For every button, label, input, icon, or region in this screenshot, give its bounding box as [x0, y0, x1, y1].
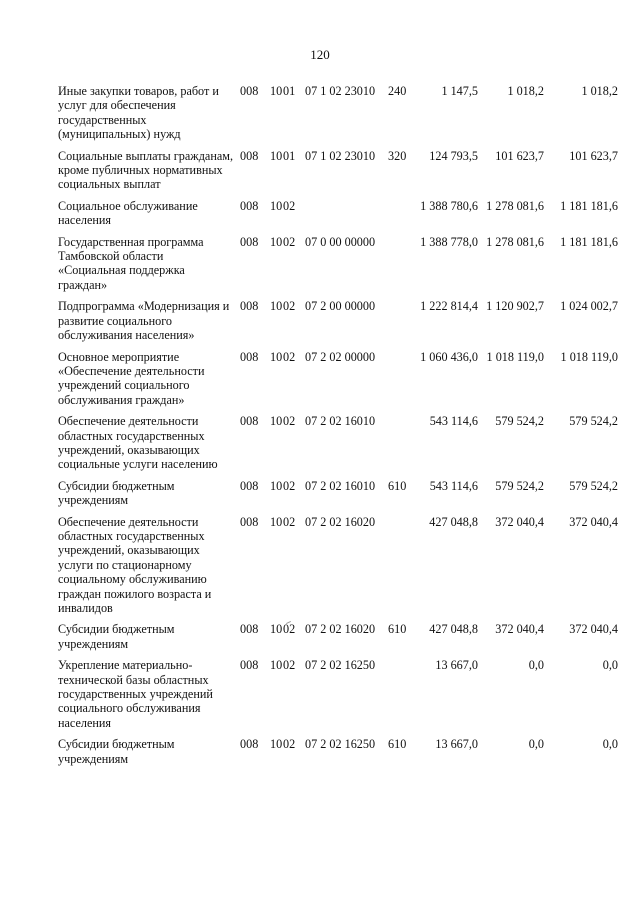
ved-code: 008 — [240, 478, 259, 493]
ved-code: 008 — [240, 349, 259, 364]
budget-table — [0, 84, 640, 766]
section-code: 10 — [270, 658, 283, 673]
amount-year-2: 372 040,4 — [495, 622, 544, 637]
subsection-code: 02 — [283, 658, 296, 673]
amount-year-2: 1 278 081,6 — [486, 234, 544, 249]
row-name: Основное мероприятие «Обеспечение деятельности учреждений социального обслуживания граждан» — [58, 349, 205, 407]
amount-year-3: 0,0 — [602, 737, 618, 752]
table-row — [0, 299, 640, 342]
amount-year-1: 1 222 814,4 — [420, 299, 478, 314]
ved-code: 008 — [240, 658, 259, 673]
target-article-code: 07 2 02 00000 — [305, 349, 376, 364]
amount-year-2: 579 524,2 — [495, 414, 544, 429]
row-name: Иные закупки товаров, работ и услуг для обеспечения государственных (муниципальных) нужд — [58, 84, 219, 142]
ved-code: 008 — [240, 622, 259, 637]
amount-year-3: 579 524,2 — [569, 478, 618, 493]
section-code: 10 — [270, 514, 283, 529]
section-code: 10 — [270, 299, 283, 314]
section-code: 10 — [270, 349, 283, 364]
ved-code: 008 — [240, 234, 259, 249]
section-code: 10 — [270, 737, 283, 752]
target-article-code: 07 2 02 16010 — [305, 478, 376, 493]
amount-year-1: 1 388 778,0 — [420, 234, 478, 249]
row-name: Подпрограмма «Модернизация и развитие социального обслуживания населения» — [58, 299, 230, 343]
expense-type-code: 610 — [388, 622, 407, 637]
subsection-code: 02 — [283, 478, 296, 493]
subsection-code: 02 — [283, 737, 296, 752]
ved-code: 008 — [240, 737, 259, 752]
ved-code: 008 — [240, 84, 259, 98]
amount-year-2: 1 018 119,0 — [486, 349, 544, 364]
amount-year-1: 124 793,5 — [429, 148, 478, 163]
ved-code: 008 — [240, 514, 259, 529]
page-number: 120 — [310, 47, 330, 62]
subsection-code: 02 — [283, 198, 296, 213]
table-row — [0, 737, 640, 766]
amount-year-2: 1 120 902,7 — [486, 299, 544, 314]
amount-year-2: 101 623,7 — [495, 148, 544, 163]
subsection-code: 02 — [283, 299, 296, 314]
amount-year-1: 427 048,8 — [429, 514, 478, 529]
expense-type-code: 320 — [388, 148, 407, 163]
section-code: 10 — [270, 478, 283, 493]
subsection-code: 01 — [283, 84, 296, 98]
ved-code: 008 — [240, 148, 259, 163]
target-article-code: 07 2 02 16010 — [305, 414, 376, 429]
amount-year-2: 579 524,2 — [495, 478, 544, 493]
amount-year-1: 13 667,0 — [435, 658, 478, 673]
amount-year-3: 101 623,7 — [569, 148, 618, 163]
amount-year-1: 1 060 436,0 — [420, 349, 478, 364]
section-code: 10 — [270, 622, 283, 637]
amount-year-1: 1 147,5 — [441, 84, 478, 98]
table-row — [0, 149, 640, 192]
row-name: Субсидии бюджетным учреждениям — [58, 478, 175, 508]
amount-year-3: 0,0 — [602, 658, 618, 673]
expense-type-code: 240 — [388, 84, 407, 98]
target-article-code: 07 1 02 23010 — [305, 148, 376, 163]
table-row — [0, 350, 640, 408]
amount-year-3: 1 181 181,6 — [560, 234, 618, 249]
amount-year-3: 1 181 181,6 — [560, 198, 618, 213]
amount-year-3: 579 524,2 — [569, 414, 618, 429]
amount-year-2: 372 040,4 — [495, 514, 544, 529]
amount-year-3: 1 018 119,0 — [560, 349, 618, 364]
row-name: Обеспечение деятельности областных государственных учреждений, оказывающих услуги по стационарному социальному обслуживанию граждан пожилого возраста и инвалидов — [58, 514, 212, 615]
section-code: 10 — [270, 84, 283, 98]
section-code: 10 — [270, 414, 283, 429]
table-row — [0, 515, 640, 616]
amount-year-1: 543 114,6 — [429, 414, 478, 429]
table-row — [0, 622, 640, 651]
target-article-code: 07 1 02 23010 — [305, 84, 376, 98]
amount-year-3: 372 040,4 — [569, 622, 618, 637]
amount-year-2: 0,0 — [528, 737, 544, 752]
row-name: Субсидии бюджетным учреждениям — [58, 737, 175, 766]
target-article-code: 07 2 02 16250 — [305, 737, 376, 752]
amount-year-1: 543 114,6 — [429, 478, 478, 493]
table-row — [0, 479, 640, 508]
subsection-code: 01 — [283, 148, 296, 163]
table-row — [0, 199, 640, 228]
table-row — [0, 414, 640, 472]
amount-year-3: 1 024 002,7 — [560, 299, 618, 314]
section-code: 10 — [270, 148, 283, 163]
amount-year-2: 1 018,2 — [507, 84, 544, 98]
expense-type-code: 610 — [388, 478, 407, 493]
section-code: 10 — [270, 234, 283, 249]
row-name: Укрепление материально-технической базы областных государственных учреждений социального обслуживания населения — [58, 658, 213, 730]
target-article-code: 07 2 02 16020 — [305, 514, 376, 529]
target-article-code: 07 2 00 00000 — [305, 299, 376, 314]
amount-year-3: 1 018,2 — [581, 84, 618, 98]
amount-year-3: 372 040,4 — [569, 514, 618, 529]
table-row — [0, 658, 640, 730]
subsection-code: 02 — [283, 414, 296, 429]
table-row — [0, 84, 640, 142]
amount-year-1: 1 388 780,6 — [420, 198, 478, 213]
row-name: Субсидии бюджетным учреждениям — [58, 622, 175, 651]
subsection-code: 02 — [283, 622, 296, 637]
table-row — [0, 235, 640, 293]
target-article-code: 07 2 02 16250 — [305, 658, 376, 673]
expense-type-code: 610 — [388, 737, 407, 752]
target-article-code: 07 0 00 00000 — [305, 234, 376, 249]
amount-year-2: 1 278 081,6 — [486, 198, 544, 213]
amount-year-1: 13 667,0 — [435, 737, 478, 752]
amount-year-1: 427 048,8 — [429, 622, 478, 637]
ved-code: 008 — [240, 198, 259, 213]
amount-year-2: 0,0 — [528, 658, 544, 673]
section-code: 10 — [270, 198, 283, 213]
row-name: Социальные выплаты гражданам, кроме публичных нормативных социальных выплат — [58, 148, 234, 192]
ved-code: 008 — [240, 414, 259, 429]
row-name: Государственная программа Тамбовской области «Социальная поддержка граждан» — [58, 234, 204, 292]
row-name: Социальное обслуживание населения — [58, 198, 198, 228]
subsection-code: 02 — [283, 514, 296, 529]
subsection-code: 02 — [283, 349, 296, 364]
row-name: Обеспечение деятельности областных государственных учреждений, оказывающих социальные услуги населению — [58, 414, 218, 472]
ved-code: 008 — [240, 299, 259, 314]
subsection-code: 02 — [283, 234, 296, 249]
target-article-code: 07 2 02 16020 — [305, 622, 376, 637]
